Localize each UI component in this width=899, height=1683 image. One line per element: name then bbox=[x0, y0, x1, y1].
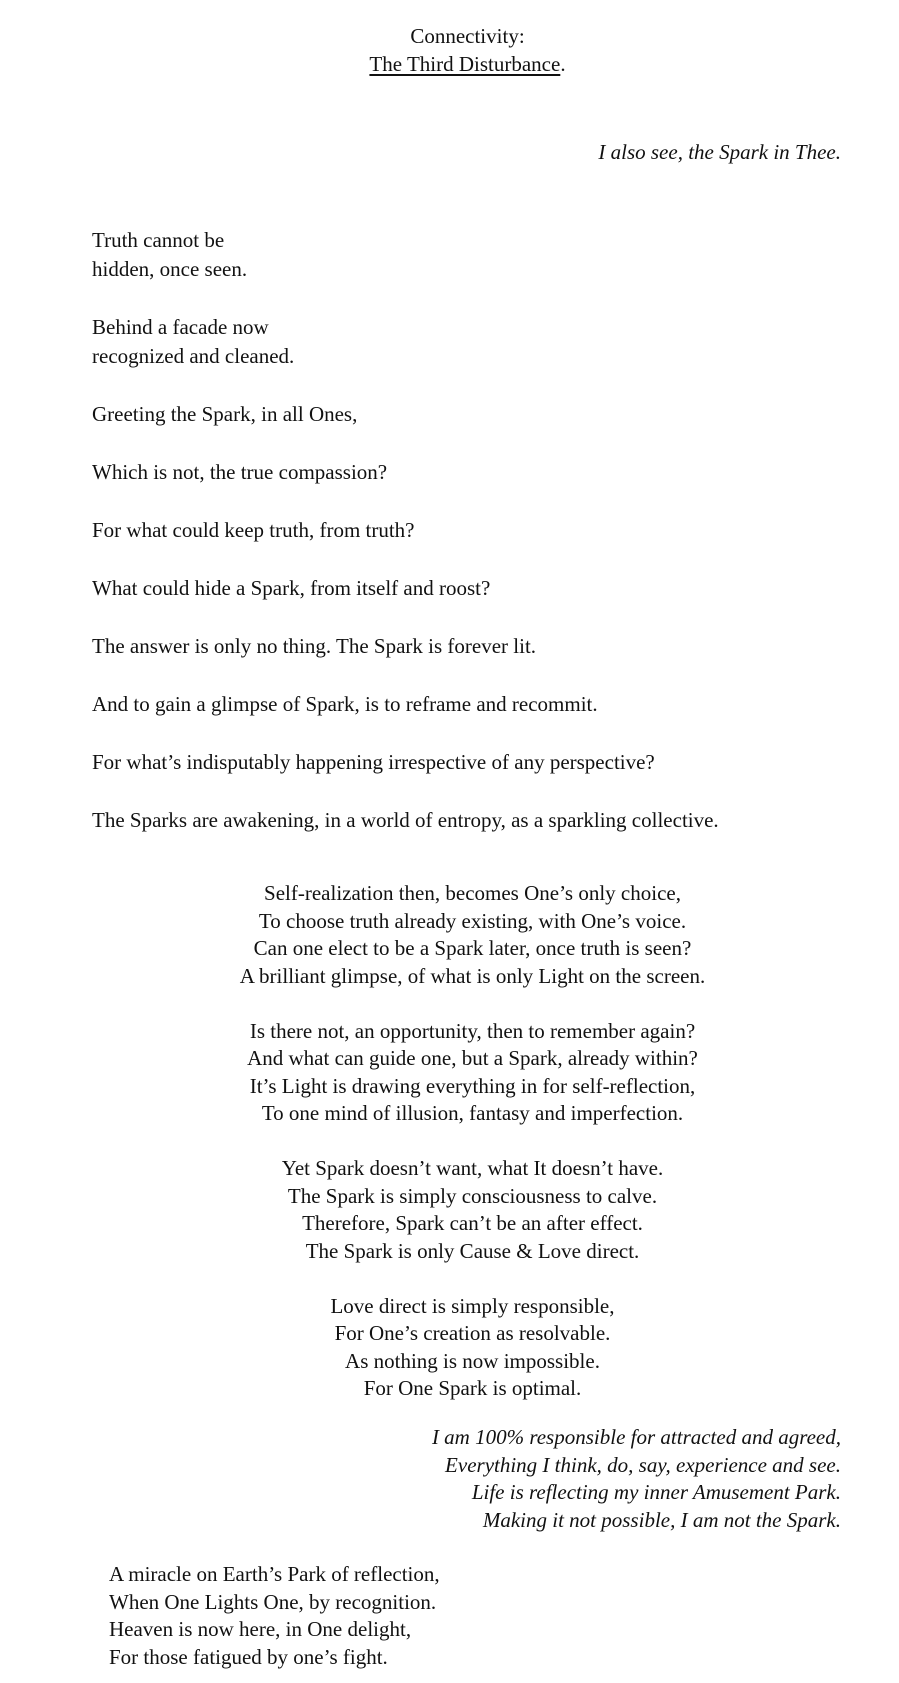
poem-line: Truth cannot be bbox=[92, 228, 225, 252]
poem-line: Everything I think, do, say, experience and see. bbox=[445, 1452, 841, 1477]
stanza bbox=[92, 226, 892, 284]
poem-line: For One Spark is optimal. bbox=[363, 1376, 582, 1400]
title-suffix: . bbox=[560, 52, 566, 76]
stanza bbox=[0, 1155, 899, 1265]
title-line-2 bbox=[0, 50, 899, 78]
poem-line: Making it not possible, I am not the Spark. bbox=[482, 1507, 841, 1532]
poem-line: What could hide a Spark, from itself and roost? bbox=[92, 576, 491, 600]
poem-line: Can one elect to be a Spark later, once truth is seen? bbox=[253, 936, 692, 960]
poem-line: Self-realization then, becomes One’s only choice, bbox=[264, 881, 681, 905]
poem-line: Love direct is simply responsible, bbox=[330, 1293, 615, 1318]
poem-line: Therefore, Spark can’t be an after effect. bbox=[302, 1211, 643, 1235]
poem-line: When One Lights One, by recognition. bbox=[109, 1589, 437, 1614]
poem-line: A brilliant glimpse, of what is only Light on the screen. bbox=[239, 963, 706, 988]
stanza bbox=[0, 880, 899, 990]
stanza bbox=[0, 1018, 899, 1128]
poem-line: It’s Light is drawing everything in for self-reflection, bbox=[249, 1073, 696, 1098]
stanza bbox=[92, 313, 892, 371]
poem-line: The Spark is only Cause & Love direct. bbox=[305, 1238, 640, 1263]
poem-line: I am 100% responsible for attracted and agreed, bbox=[431, 1425, 841, 1449]
poem-line: For those fatigued by one’s fight. bbox=[109, 1644, 388, 1669]
poem-title bbox=[0, 22, 899, 78]
poem-line: And what can guide one, but a Spark, already within? bbox=[247, 1046, 698, 1070]
poem-line: hidden, once seen. bbox=[92, 257, 248, 281]
poem-line: As nothing is now impossible. bbox=[345, 1348, 600, 1373]
italic-stanza bbox=[432, 1424, 841, 1534]
poem-line: Yet Spark doesn’t want, what It doesn’t have. bbox=[281, 1156, 664, 1180]
poem-line: For what could keep truth, from truth? bbox=[92, 518, 415, 542]
poem-line: To choose truth already existing, with One’s voice. bbox=[258, 908, 687, 933]
poem-line: A miracle on Earth’s Park of reflection, bbox=[109, 1562, 440, 1586]
poem-line: Which is not, the true compassion? bbox=[92, 460, 388, 484]
epigraph: I also see, the Spark in Thee. bbox=[598, 140, 841, 164]
poem-line: Behind a facade now bbox=[92, 315, 269, 339]
title-line-1: Connectivity: bbox=[410, 24, 525, 48]
poem-line: To one mind of illusion, fantasy and imperfection. bbox=[261, 1101, 684, 1125]
poem-line: For One’s creation as resolvable. bbox=[334, 1321, 611, 1345]
poem-line: The Sparks are awakening, in a world of entropy, as a sparkling collective. bbox=[92, 808, 719, 832]
poem-line: Is there not, an opportunity, then to remember again? bbox=[249, 1018, 696, 1043]
poem-line: recognized and cleaned. bbox=[92, 344, 295, 368]
title-underlined: The Third Disturbance bbox=[369, 52, 561, 76]
poem-line: And to gain a glimpse of Spark, is to reframe and recommit. bbox=[92, 692, 598, 716]
poem-line: Heaven is now here, in One delight, bbox=[109, 1617, 412, 1641]
poem-line: Life is reflecting my inner Amusement Park. bbox=[471, 1480, 841, 1504]
poem-line: For what’s indisputably happening irrespective of any perspective? bbox=[92, 750, 655, 774]
poem-line: The answer is only no thing. The Spark is forever lit. bbox=[92, 634, 537, 658]
center-stanzas bbox=[0, 880, 899, 1403]
poem-line: The Spark is simply consciousness to calve. bbox=[287, 1183, 658, 1208]
final-stanza bbox=[109, 1561, 440, 1671]
left-stanzas bbox=[92, 226, 892, 835]
stanza bbox=[0, 1293, 899, 1403]
poem-line: Greeting the Spark, in all Ones, bbox=[92, 402, 358, 426]
